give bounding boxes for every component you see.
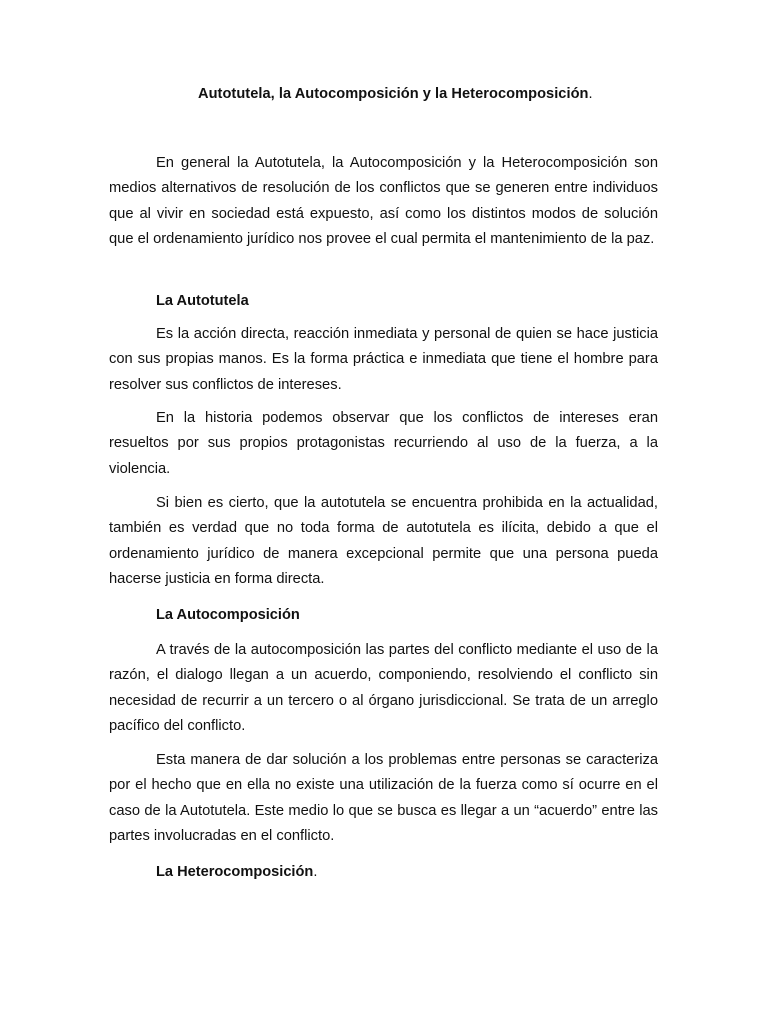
autotutela-paragraph-3: Si bien es cierto, que la autotutela se encuentra prohibida en la actualidad, también es verdad que no toda forma de autotutela es ilícita, debido a que el ordenamiento jurídico de manera excepcional permite que una persona pueda hacerse justicia en forma directa. [109, 495, 658, 588]
autocomposicion-paragraph-2: Esta manera de dar solución a los problemas entre personas se caracteriza por el hecho que en ella no existe una utilización de la fuerza como sí ocurre en el caso de la Autotutela. Este medio lo que se busca es llegar a un “acuerdo” entre las partes involucradas en el conflicto. [109, 752, 658, 845]
section-heading-period: . [313, 864, 318, 880]
section-heading-text: La Heterocomposición [156, 864, 314, 880]
section-heading-autocomposicion [156, 605, 300, 625]
section-heading-heterocomposicion [156, 862, 317, 882]
section-heading-text: La Autocomposición [156, 607, 300, 623]
section-heading-autotutela [156, 291, 249, 311]
intro-paragraph: En general la Autotutela, la Autocomposición y la Heterocomposición son medios alternativos de resolución de los conflictos que se generen entre individuos que al vivir en sociedad está expuesto, así como los distintos modos de solución que el ordenamiento jurídico nos provee el cual permita el mantenimiento de la paz. [109, 155, 658, 248]
autotutela-paragraph-1: Es la acción directa, reacción inmediata y personal de quien se hace justicia con sus propias manos. Es la forma práctica e inmediata que tiene el hombre para resolver sus conflictos de intereses. [109, 326, 658, 393]
section-heading-text: La Autotutela [156, 293, 249, 309]
document-title [198, 84, 593, 104]
document-title-text: Autotutela, la Autocomposición y la Heterocomposición [198, 86, 589, 102]
autotutela-paragraph-2: En la historia podemos observar que los conflictos de intereses eran resueltos por sus propios protagonistas recurriendo al uso de la fuerza, a la violencia. [109, 410, 658, 477]
document-title-period: . [588, 86, 593, 102]
autocomposicion-paragraph-1: A través de la autocomposición las partes del conflicto mediante el uso de la razón, el dialogo llegan a un acuerdo, componiendo, resolviendo el conflicto sin necesidad de recurrir a un tercero o al órgano jurisdiccional. Se trata de un arreglo pacífico del conflicto. [109, 642, 658, 735]
